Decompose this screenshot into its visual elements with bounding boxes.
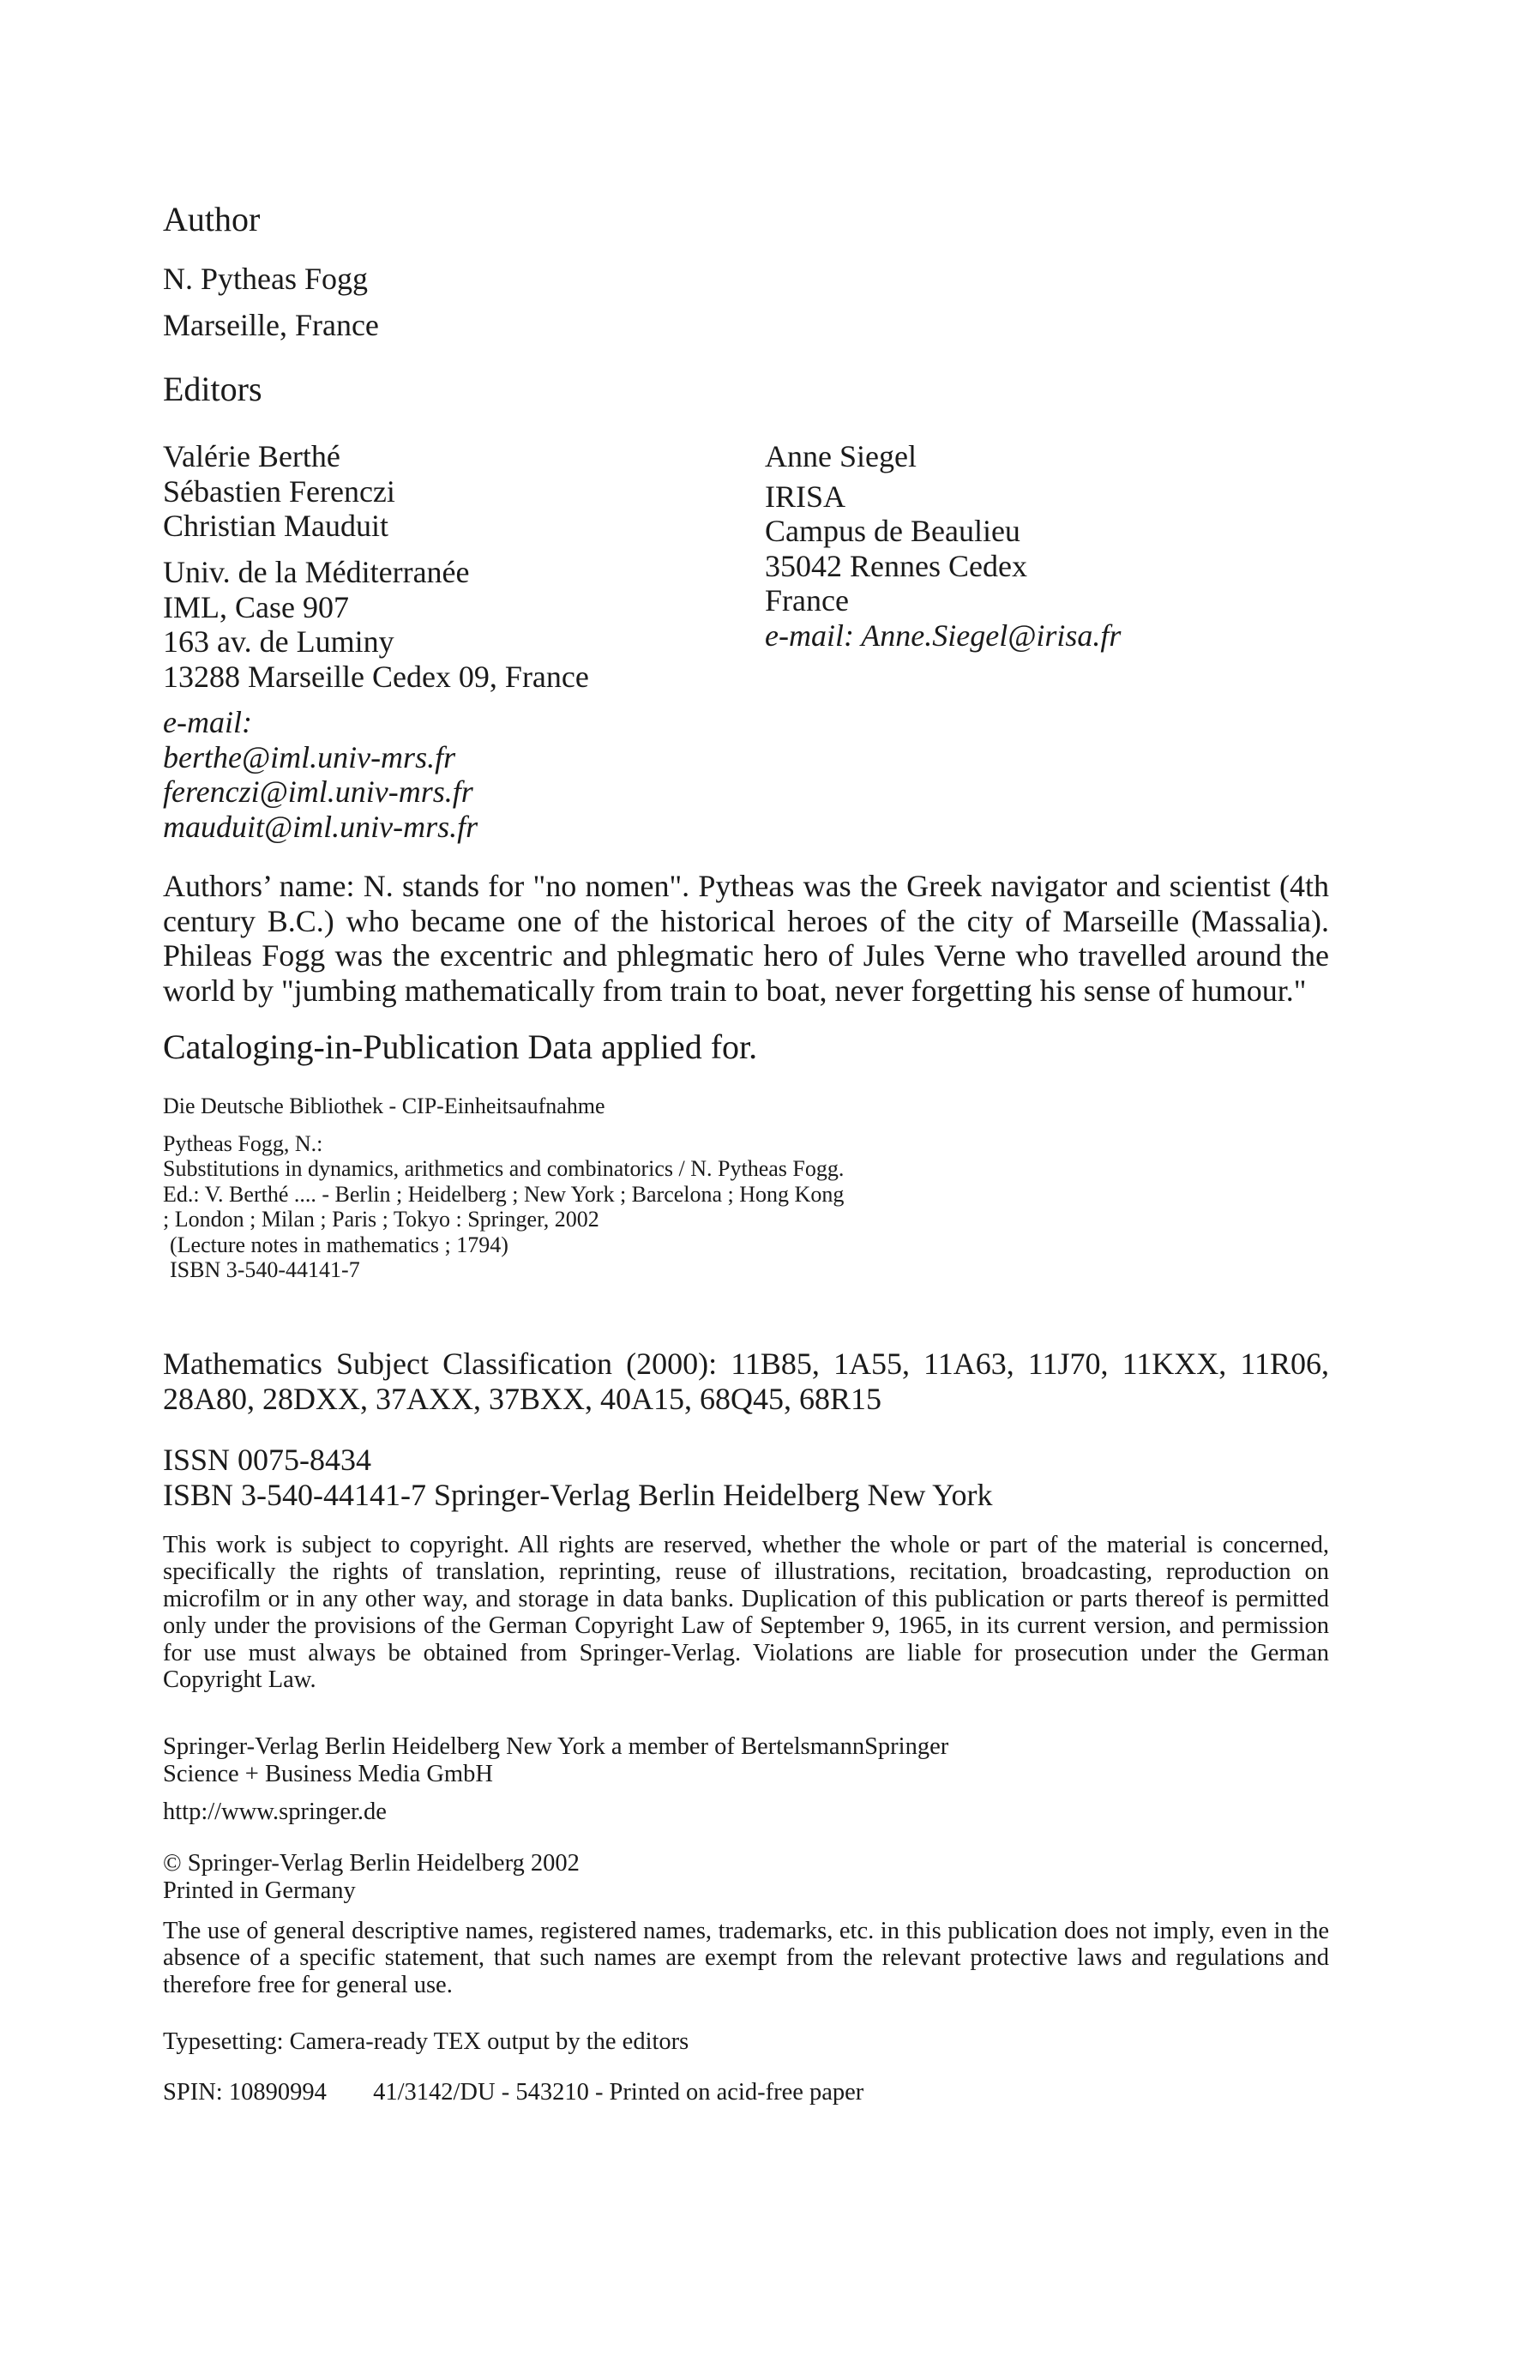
address-line: IML, Case 907 xyxy=(163,589,349,624)
editor-name: Sébastien Ferenczi xyxy=(163,473,395,509)
editors-heading: Editors xyxy=(163,370,262,408)
cip-line: Ed.: V. Berthé .... - Berlin ; Heidelberg ; New York ; Barcelona ; Hong Kong xyxy=(163,1181,845,1207)
email-address: ferenczi@iml.univ-mrs.fr xyxy=(163,774,473,809)
isbn: ISBN 3-540-44141-7 Springer-Verlag Berlin Heidelberg New York xyxy=(163,1477,993,1512)
authors-name-note: Authors’ name: N. stands for "no nomen". Pytheas was the Greek navigator and scientist (4th century B.C.) who became one of the historical heroes of the city of Marseille (Massalia). Phileas Fogg was the excentric and phlegmatic hero of Jules Verne who travelled around the world by "jumbing mathematically from train to boat, never forgetting his sense of humour." xyxy=(163,869,1329,1008)
email-address: berthe@iml.univ-mrs.fr xyxy=(163,739,456,774)
editors-left-names xyxy=(163,439,395,544)
copyright-notice xyxy=(163,1850,580,1904)
author-heading: Author xyxy=(163,200,261,238)
cip-line: Substitutions in dynamics, arithmetics and combinatorics / N. Pytheas Fogg. xyxy=(163,1156,845,1181)
author-block xyxy=(163,262,379,342)
publisher-block xyxy=(163,1733,948,1787)
cip-line: Die Deutsche Bibliothek - CIP-Einheitsaufnahme xyxy=(163,1094,605,1118)
publisher-line: Springer-Verlag Berlin Heidelberg New York a member of BertelsmannSpringer xyxy=(163,1733,949,1760)
editors-right xyxy=(765,439,1121,653)
editor-name: Valérie Berthé xyxy=(163,439,340,473)
url-text: http://www.springer.de xyxy=(163,1799,387,1825)
editors-left-emails xyxy=(163,705,478,844)
issn-isbn xyxy=(163,1443,992,1512)
copyright-line: © Springer-Verlag Berlin Heidelberg 2002 xyxy=(163,1850,580,1877)
email-address: mauduit@iml.univ-mrs.fr xyxy=(163,809,478,844)
address-line: IRISA xyxy=(765,479,846,514)
publisher-url xyxy=(163,1799,387,1826)
msc-classification: Mathematics Subject Classification (2000): 11B85, 1A55, 11A63, 11J70, 11KXX, 11R06, 28A80, 28DXX, 37AXX, 37BXX, 40A15, 68Q45, 68R15 xyxy=(163,1347,1329,1416)
publisher-line: Science + Business Media GmbH xyxy=(163,1760,493,1787)
editor-name: Christian Mauduit xyxy=(163,509,388,543)
email-label: e-mail: xyxy=(163,705,252,739)
cip-line: Pytheas Fogg, N.: xyxy=(163,1130,323,1156)
address-line: 13288 Marseille Cedex 09, France xyxy=(163,659,589,694)
cip-line: (Lecture notes in mathematics ; 1794) xyxy=(170,1232,508,1257)
issn: ISSN 0075-8434 xyxy=(163,1443,372,1477)
cip-heading: Cataloging-in-Publication Data applied for. xyxy=(163,1027,758,1066)
trademark-paragraph: The use of general descriptive names, registered names, trademarks, etc. in this publication does not imply, even in the absence of a specific statement, that such names are exempt from the relevant protective laws and regulations and therefore free for general use. xyxy=(163,1918,1329,1998)
address-line: 163 av. de Luminy xyxy=(163,624,394,659)
spin-number: SPIN: 10890994 xyxy=(163,2079,327,2106)
cip-block xyxy=(163,1094,844,1283)
editors-left-address xyxy=(163,555,589,694)
address-line: Campus de Beaulieu xyxy=(765,514,1020,548)
address-line: 35042 Rennes Cedex xyxy=(765,548,1027,583)
address-line: France xyxy=(765,583,849,618)
cip-line: ISBN 3-540-44141-7 xyxy=(170,1257,360,1282)
typesetting-line xyxy=(163,2028,689,2056)
editor-name: Anne Siegel xyxy=(765,439,917,473)
address-line: Univ. de la Méditerranée xyxy=(163,555,470,589)
spin-details: 41/3142/DU - 543210 - Printed on acid-free paper xyxy=(373,2079,864,2106)
author-location: Marseille, France xyxy=(163,307,379,342)
author-name: N. Pytheas Fogg xyxy=(163,262,369,296)
typesetting-text: Typesetting: Camera-ready TEX output by the editors xyxy=(163,2028,689,2055)
spin-line xyxy=(163,2079,863,2106)
email-address: e-mail: Anne.Siegel@irisa.fr xyxy=(765,618,1122,653)
cip-line: ; London ; Milan ; Paris ; Tokyo : Springer, 2002 xyxy=(163,1207,599,1232)
copyright-line: Printed in Germany xyxy=(163,1877,356,1904)
copyright-paragraph: This work is subject to copyright. All rights are reserved, whether the whole or part of the material is concerned, specifically the rights of translation, reprinting, reuse of illustrations, recitation, broadcasting, reproduction on microfilm or in any other way, and storage in data banks. Duplication of this publication or parts thereof is permitted only under the provisions of the German Copyright Law of September 9, 1965, in its current version, and permission for use must always be obtained from Springer-Verlag. Violations are liable for prosecution under the German Copyright Law. xyxy=(163,1532,1329,1694)
